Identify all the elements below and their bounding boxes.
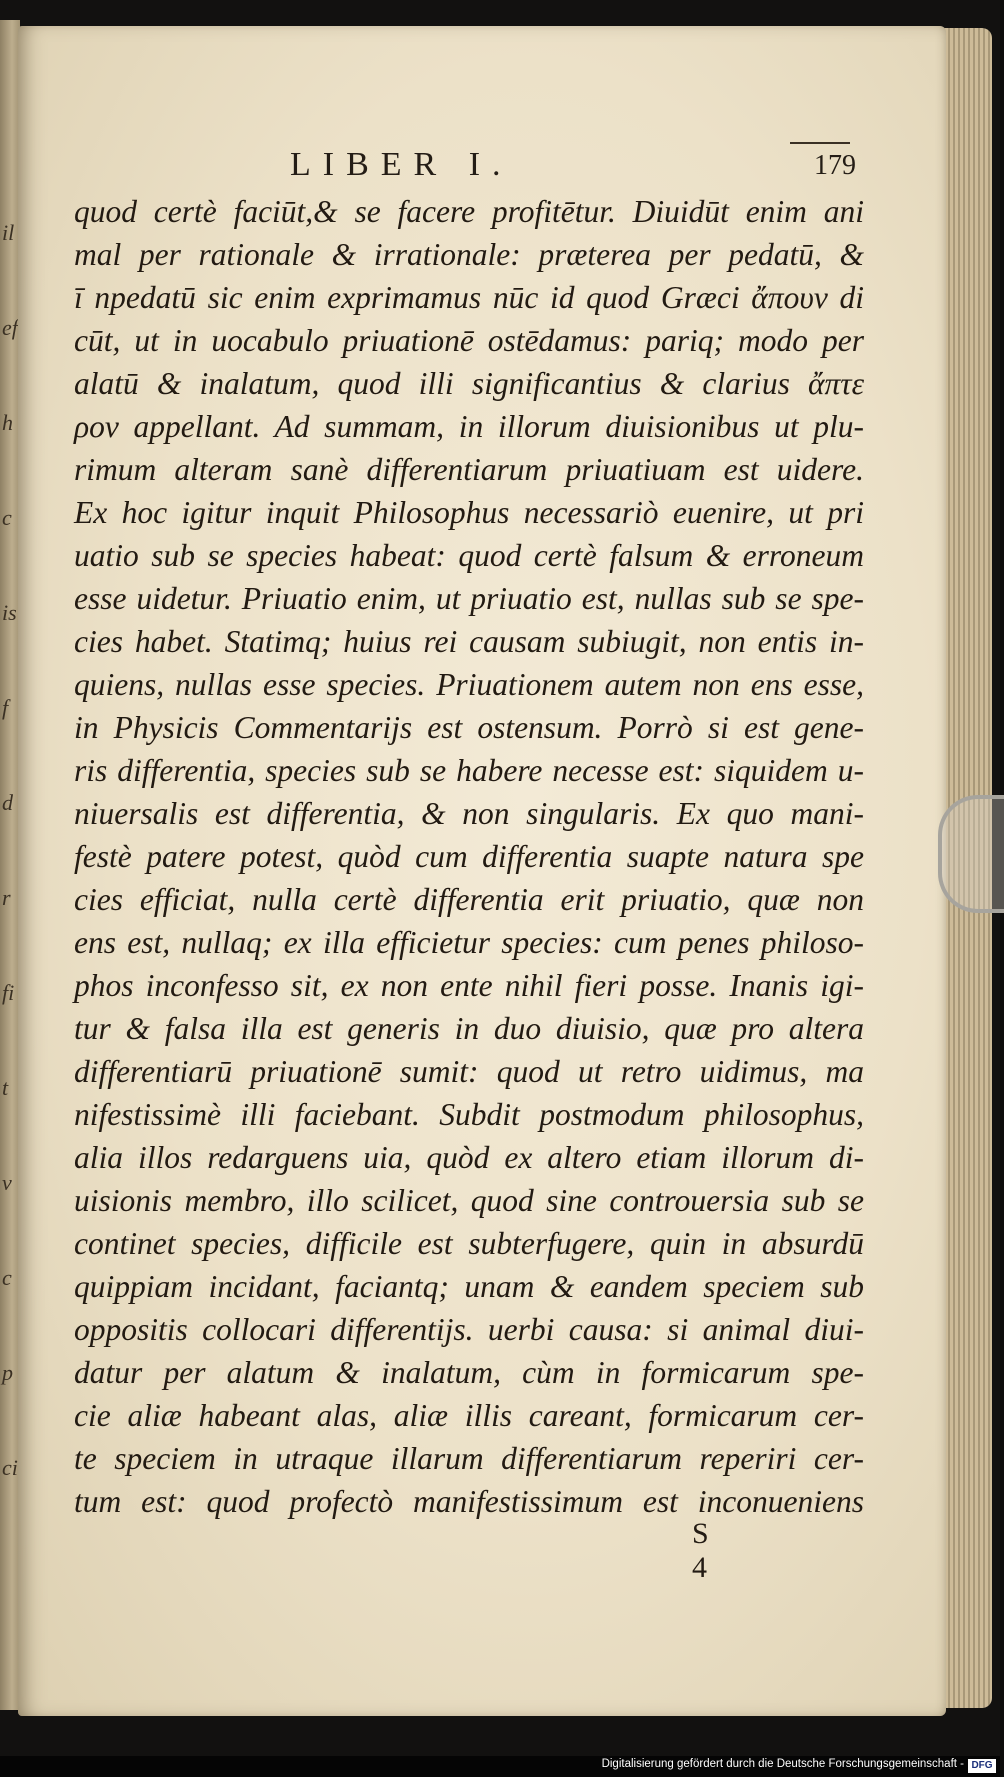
text-line: cies efficiat, nulla certè differentia erit priuatio, quæ non bbox=[74, 882, 864, 917]
text-line: ī npedatū sic enim exprimamus nūc id quod Græci ἄπουν di bbox=[74, 280, 864, 315]
dfg-logo: DFG bbox=[968, 1759, 996, 1773]
text-line: continet species, difficile est subterfugere, quin in absurdū bbox=[74, 1226, 864, 1261]
facing-page-fragment: t bbox=[2, 1075, 9, 1100]
facing-page-fragment: f bbox=[2, 695, 9, 720]
text-line: cūt, ut in uocabulo priuationē ostēdamus: pariq; modo per bbox=[74, 323, 864, 358]
facing-page-margin bbox=[0, 20, 20, 1710]
text-line: ρον appellant. Ad summam, in illorum diuisionibus ut plu- bbox=[74, 409, 864, 444]
text-line: quippiam incidant, faciantq; unam & eandem speciem sub bbox=[74, 1269, 864, 1304]
text-line: niuersalis est differentia, & non singularis. Ex quo mani- bbox=[74, 796, 864, 831]
text-line: Ex hoc igitur inquit Philosophus necessariò euenire, ut pri bbox=[74, 495, 864, 530]
text-line: uatio sub se species habeat: quod certè falsum & erroneum bbox=[74, 538, 864, 573]
text-line: in Physicis Commentarijs est ostensum. Porrò si est gene- bbox=[74, 710, 864, 745]
facing-page-fragment: v bbox=[2, 1170, 12, 1195]
text-line: te speciem in utraque illarum differentiarum reperiri cer- bbox=[74, 1441, 864, 1476]
text-line: cies habet. Statimq; huius rei causam subiugit, non entis in- bbox=[74, 624, 864, 659]
text-line: uisionis membro, illo scilicet, quod sine controuersia sub se bbox=[74, 1183, 864, 1218]
facing-page-fragment: c bbox=[2, 505, 12, 530]
text-line: ris differentia, species sub se habere necesse est: siquidem u- bbox=[74, 753, 864, 788]
text-line: alia illos redarguens uia, quòd ex altero etiam illorum di- bbox=[74, 1140, 864, 1175]
running-head: LIBER I. bbox=[290, 146, 513, 183]
facing-page-fragment: is bbox=[2, 600, 17, 625]
text-line: alatū & inalatum, quod illi significantius & clarius ἄπτε bbox=[74, 366, 864, 401]
text-line: phos inconfesso sit, ex non ente nihil fieri posse. Inanis igi- bbox=[74, 968, 864, 1003]
text-line: mal per rationale & irrationale: præterea per pedatū, & bbox=[74, 237, 864, 272]
facing-page-fragment: fi bbox=[2, 980, 15, 1005]
text-line: quiens, nullas esse species. Priuationem autem non ens esse, bbox=[74, 667, 864, 702]
paper-clip bbox=[938, 795, 1004, 913]
text-line: datur per alatum & inalatum, cùm in formicarum spe- bbox=[74, 1355, 864, 1390]
facing-page-fragment: r bbox=[2, 885, 11, 910]
page-number: 179 bbox=[814, 150, 856, 181]
facing-page-fragment: ef bbox=[2, 315, 18, 340]
facing-page-fragment: il bbox=[2, 220, 15, 245]
facing-page-fragment: c bbox=[2, 1265, 12, 1290]
text-line: esse uidetur. Priuatio enim, ut priuatio est, nullas sub se spe- bbox=[74, 581, 864, 616]
facing-page-fragment: ci bbox=[2, 1455, 18, 1480]
text-line: cie aliæ habeant alas, aliæ illis careant, formicarum cer- bbox=[74, 1398, 864, 1433]
digitization-credit: Digitalisierung gefördert durch die Deutsche Forschungsgemeinschaft - bbox=[601, 1758, 964, 1770]
facing-page-fragment: h bbox=[2, 410, 13, 435]
signature-mark: S 4 bbox=[692, 1517, 731, 1584]
text-line: oppositis collocari differentijs. uerbi causa: si animal diui- bbox=[74, 1312, 864, 1347]
text-line: ens est, nullaq; ex illa efficietur species: cum penes philoso- bbox=[74, 925, 864, 960]
folio-rule bbox=[790, 142, 850, 144]
text-line: differentiarū priuationē sumit: quod ut retro uidimus, ma bbox=[74, 1054, 864, 1089]
facing-page-fragment: d bbox=[2, 790, 13, 815]
body-text bbox=[74, 190, 864, 1523]
text-line: quod certè faciūt,& se facere profitētur. Diuidūt enim ani bbox=[74, 194, 864, 229]
text-line: tur & falsa illa est generis in duo diuisio, quæ pro altera bbox=[74, 1011, 864, 1046]
facing-page-fragment: p bbox=[2, 1360, 13, 1385]
text-line: nifestissimè illi faciebant. Subdit postmodum philosophus, bbox=[74, 1097, 864, 1132]
text-line: rimum alteram sanè differentiarum priuatiuam est uidere. bbox=[74, 452, 864, 487]
text-line: tum est: quod profectò manifestissimum est inconueniens bbox=[74, 1484, 864, 1519]
text-line: festè patere potest, quòd cum differentia suapte natura spe bbox=[74, 839, 864, 874]
